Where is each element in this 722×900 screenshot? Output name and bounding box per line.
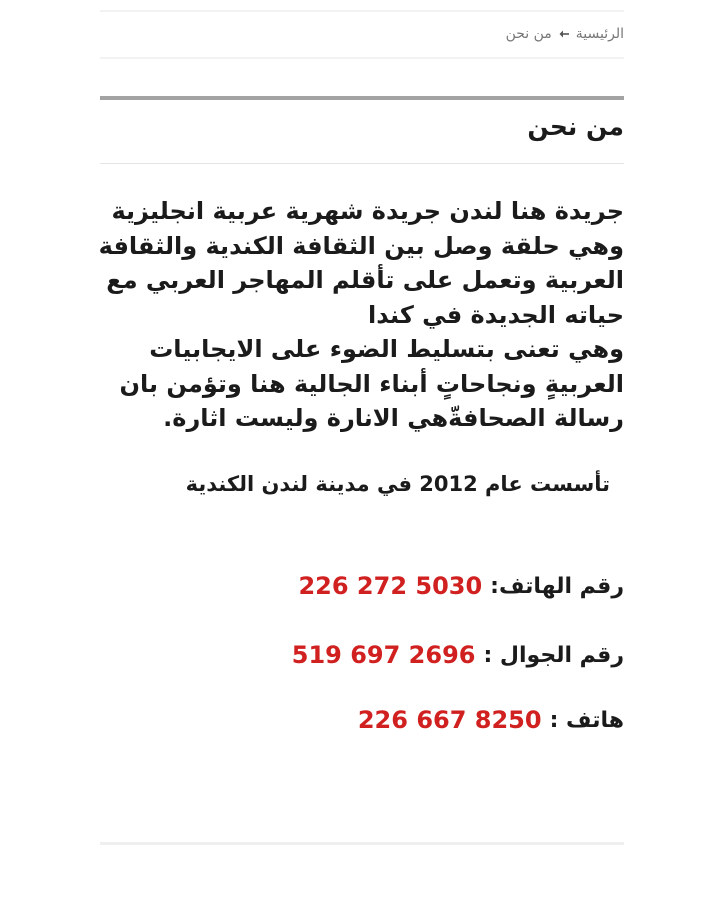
contact-tel-label: هاتف : <box>549 707 624 733</box>
arrow-left-icon <box>558 29 570 39</box>
page-title: من نحن <box>527 112 624 141</box>
breadcrumb-current: من نحن <box>505 26 552 42</box>
contact-mobile <box>292 641 624 669</box>
about-line: جريدة هنا لندن جريدة شهرية عربية انجليزية <box>111 197 624 225</box>
about-line: العربية وتعمل على تأقلم المهاجر العربي مع <box>106 266 624 294</box>
about-paragraph <box>98 194 624 436</box>
title-bottom-divider <box>100 163 624 164</box>
about-line: رسالة الصحافةّهي الانارة وليست اثارة. <box>163 404 624 432</box>
about-line: وهي حلقة وصل بين الثقافة الكندية والثقافة <box>98 231 624 260</box>
bottom-divider <box>100 842 624 845</box>
contact-phone <box>298 572 624 600</box>
about-line: حياته الجديدة في كندا <box>367 300 624 329</box>
contact-mobile-label: رقم الجوال : <box>483 642 624 668</box>
about-line: العربيةٍ ونجاحاتٍ أبناء الجالية هنا وتؤمن بان <box>119 369 624 398</box>
contact-mobile-number[interactable]: 519 697 2696 <box>291 641 476 669</box>
contact-tel <box>358 706 624 734</box>
contact-phone-label: رقم الهاتف: <box>490 573 624 599</box>
breadcrumb-home-link[interactable]: الرئيسية <box>575 26 624 42</box>
top-divider <box>100 10 624 12</box>
about-line: وهي تعنى بتسليط الضوء على الايجابيات <box>149 335 624 363</box>
breadcrumb-divider <box>100 57 624 59</box>
contact-phone-number[interactable]: 226 272 5030 <box>298 572 483 600</box>
breadcrumb <box>506 22 624 46</box>
title-top-divider <box>100 96 624 100</box>
founded-statement: تأسست عام 2012 في مدينة لندن الكندية <box>185 472 610 496</box>
contact-tel-number[interactable]: 226 667 8250 <box>357 706 542 734</box>
